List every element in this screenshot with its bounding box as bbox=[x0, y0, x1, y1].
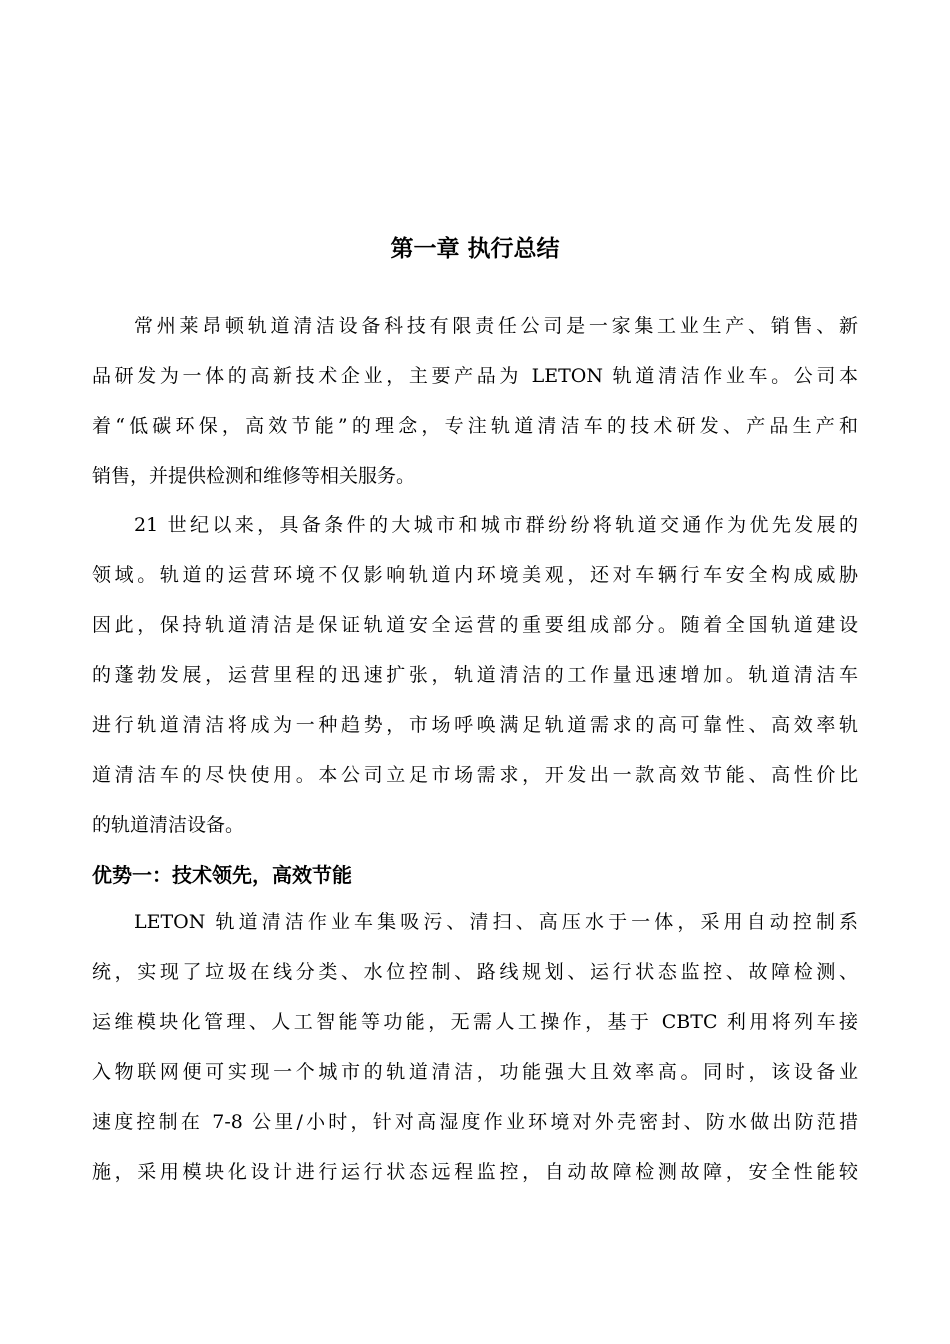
paragraph-line: 因此，保持轨道清洁是保证轨道安全运营的重要组成部分。随着全国轨道建设 bbox=[92, 614, 858, 636]
paragraph-line: 的轨道清洁设备。 bbox=[92, 814, 245, 836]
intro-paragraph bbox=[92, 301, 858, 501]
paragraph-line: 道清洁车的尽快使用。本公司立足市场需求，开发出一款高效节能、高性价比 bbox=[92, 764, 858, 786]
paragraph-line: 的蓬勃发展，运营里程的迅速扩张，轨道清洁的工作量迅速增加。轨道清洁车 bbox=[92, 664, 858, 686]
paragraph-line: 着“低碳环保，高效节能”的理念，专注轨道清洁车的技术研发、产品生产和 bbox=[92, 415, 858, 437]
paragraph-line: 常州莱昂顿轨道清洁设备科技有限责任公司是一家集工业生产、销售、新 bbox=[134, 315, 858, 337]
paragraph-line: 21 世纪以来，具备条件的大城市和城市群纷纷将轨道交通作为优先发展的 bbox=[134, 514, 858, 536]
paragraph-line: 品研发为一体的高新技术企业，主要产品为 LETON 轨道清洁作业车。公司本 bbox=[92, 365, 858, 387]
paragraph-line: LETON 轨道清洁作业车集吸污、清扫、高压水于一体，采用自动控制系 bbox=[134, 911, 858, 933]
paragraph-line: 入物联网便可实现一个城市的轨道清洁，功能强大且效率高。同时，该设备业 bbox=[92, 1061, 858, 1083]
paragraph-line: 运维模块化管理、人工智能等功能，无需人工操作，基于 CBTC 利用将列车接 bbox=[92, 1011, 858, 1033]
paragraph-line: 领域。轨道的运营环境不仅影响轨道内环境美观，还对车辆行车安全构成威胁 bbox=[92, 564, 858, 586]
advantage-paragraph bbox=[92, 897, 858, 1197]
section-heading: 优势一：技术领先，高效节能 bbox=[92, 863, 352, 887]
paragraph-line: 统，实现了垃圾在线分类、水位控制、路线规划、运行状态监控、故障检测、 bbox=[92, 961, 858, 983]
paragraph-line: 施，采用模块化设计进行运行状态远程监控，自动故障检测故障，安全性能较 bbox=[92, 1161, 858, 1183]
chapter-title: 第一章 执行总结 bbox=[390, 236, 560, 262]
paragraph-line: 销售，并提供检测和维修等相关服务。 bbox=[92, 465, 416, 487]
paragraph-line: 进行轨道清洁将成为一种趋势，市场呼唤满足轨道需求的高可靠性、高效率轨 bbox=[92, 714, 858, 736]
paragraph-line: 速度控制在 7-8 公里/小时，针对高湿度作业环境对外壳密封、防水做出防范措 bbox=[92, 1111, 858, 1133]
background-paragraph bbox=[92, 500, 858, 850]
